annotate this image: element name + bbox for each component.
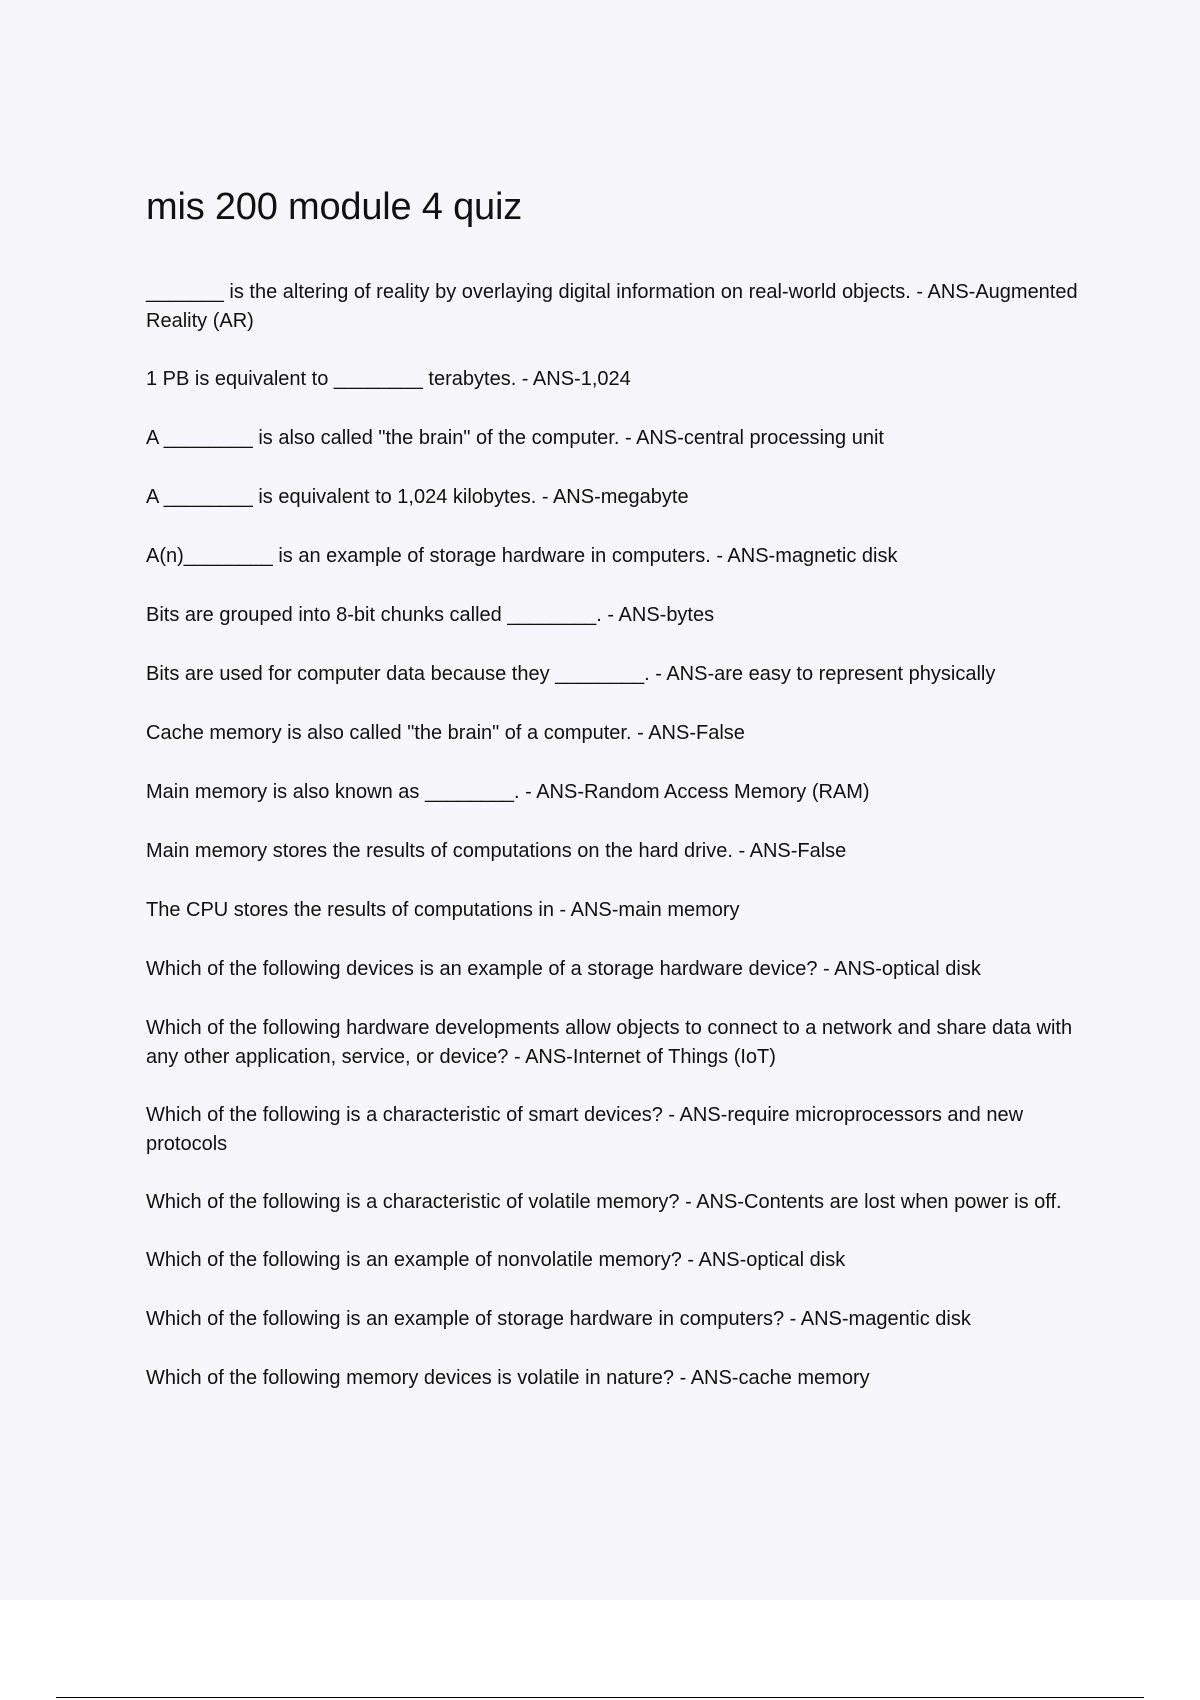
- qa-item: A ________ is equivalent to 1,024 kilobytes. - ANS-megabyte: [146, 486, 689, 508]
- qa-item: Which of the following is an example of nonvolatile memory? - ANS-optical disk: [146, 1249, 846, 1271]
- qa-item: Which of the following memory devices is volatile in nature? - ANS-cache memory: [146, 1367, 870, 1389]
- qa-item: A ________ is also called "the brain" of the computer. - ANS-central processing unit: [146, 427, 884, 449]
- qa-item: Bits are used for computer data because they ________. - ANS-are easy to represent physically: [146, 663, 996, 685]
- qa-item: 1 PB is equivalent to ________ terabytes. - ANS-1,024: [146, 368, 631, 390]
- qa-item: Bits are grouped into 8-bit chunks called ________. - ANS-bytes: [146, 604, 715, 626]
- qa-item: Which of the following is a characteristic of smart devices? - ANS-require microprocessors and new protocols: [146, 1104, 1024, 1155]
- qa-item: Main memory is also known as ________. - ANS-Random Access Memory (RAM): [146, 781, 870, 803]
- qa-item: Which of the following devices is an example of a storage hardware device? - ANS-optical disk: [146, 958, 981, 980]
- qa-item: Which of the following is an example of storage hardware in computers? - ANS-magentic disk: [146, 1308, 971, 1330]
- qa-list: [146, 278, 1106, 1423]
- qa-item: Which of the following is a characteristic of volatile memory? - ANS-Contents are lost when power is off.: [146, 1191, 1062, 1213]
- qa-item: Which of the following hardware developments allow objects to connect to a network and share data with any other application, service, or device? - ANS-Internet of Things (IoT): [146, 1017, 1073, 1068]
- page-title: mis 200 module 4 quiz: [146, 186, 523, 228]
- qa-item: Main memory stores the results of computations on the hard drive. - ANS-False: [146, 840, 847, 862]
- qa-item: Cache memory is also called "the brain" of a computer. - ANS-False: [146, 722, 745, 744]
- qa-item: _______ is the altering of reality by overlaying digital information on real-world objects. - ANS-Augmented Reality (AR): [146, 281, 1078, 332]
- qa-item: A(n)________ is an example of storage hardware in computers. - ANS-magnetic disk: [146, 545, 898, 567]
- qa-item: The CPU stores the results of computations in - ANS-main memory: [146, 899, 740, 921]
- footer-divider: [56, 1697, 1144, 1698]
